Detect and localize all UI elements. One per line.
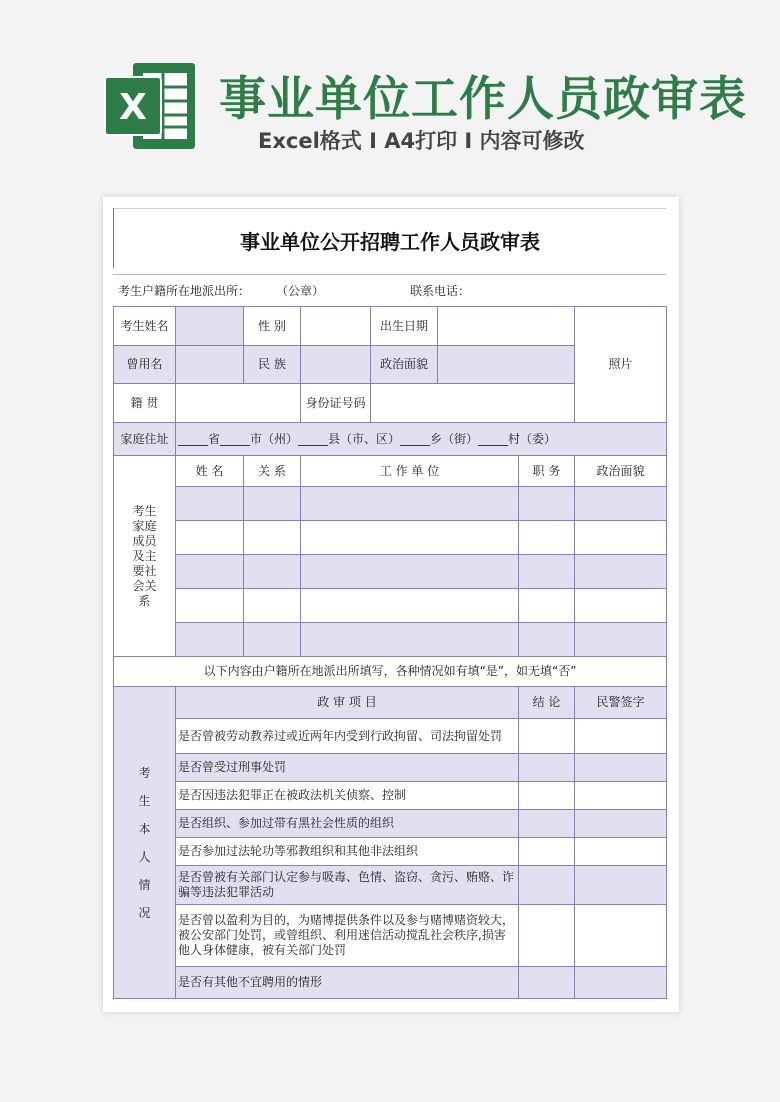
family-header-employer: 工 作 单 位	[301, 456, 519, 487]
table-row	[114, 719, 667, 754]
ethnicity-cell[interactable]	[301, 346, 371, 384]
family-cell[interactable]	[244, 487, 301, 521]
review-header-conclusion: 结 论	[519, 687, 575, 719]
table-row	[114, 967, 667, 999]
signature-cell[interactable]	[575, 754, 667, 782]
signature-cell[interactable]	[575, 866, 667, 905]
family-cell[interactable]	[519, 555, 575, 589]
police-station-label: 考生户籍所在地派出所：	[118, 284, 251, 298]
table-row	[114, 589, 667, 623]
family-cell[interactable]	[176, 555, 244, 589]
family-cell[interactable]	[301, 589, 519, 623]
former-name-label: 曾用名	[114, 346, 176, 384]
family-cell[interactable]	[244, 589, 301, 623]
family-header-political: 政治面貌	[575, 456, 667, 487]
gender-cell[interactable]	[301, 307, 371, 346]
review-item: 是否曾被有关部门认定参与吸毒、色情、盗窃、贪污、贿赂、诈骗等违法犯罪活动	[176, 866, 519, 905]
family-side-label: 考生 家庭 成员 及主 要社 会关 系	[114, 456, 176, 657]
basic-row-1	[114, 307, 667, 346]
review-item: 是否曾以盈利为目的，为赌博提供条件以及参与赌博赌资较大，被公安部门处罚，或曾组织、利用迷信活动搅乱社会秩序,损害他人身体健康，被有关部门处罚	[176, 905, 519, 967]
address-label: 家庭住址	[114, 423, 176, 456]
family-cell[interactable]	[575, 589, 667, 623]
former-name-cell[interactable]	[176, 346, 244, 384]
review-item: 是否参加过法轮功等邪教组织和其他非法组织	[176, 838, 519, 866]
banner	[0, 0, 780, 190]
table-row	[114, 623, 667, 657]
family-cell[interactable]	[244, 555, 301, 589]
birth-label: 出生日期	[371, 307, 438, 346]
banner-subtitle: Excel格式 I A4打印 I 内容可修改	[258, 129, 585, 153]
table-row	[114, 782, 667, 810]
conclusion-cell[interactable]	[519, 967, 575, 999]
signature-cell[interactable]	[575, 967, 667, 999]
conclusion-cell[interactable]	[519, 754, 575, 782]
review-item: 是否组织、参加过带有黑社会性质的组织	[176, 810, 519, 838]
review-item: 是否因违法犯罪正在被政法机关侦察、控制	[176, 782, 519, 810]
sheet-top-divider	[113, 208, 666, 209]
native-cell[interactable]	[176, 384, 301, 423]
family-header-position: 职 务	[519, 456, 575, 487]
conclusion-cell[interactable]	[519, 810, 575, 838]
review-side-label: 考 生 本 人 情 况	[114, 687, 176, 999]
native-label: 籍 贯	[114, 384, 176, 423]
family-cell[interactable]	[519, 589, 575, 623]
title-divider	[113, 274, 666, 275]
banner-title: 事业单位工作人员政审表	[219, 72, 747, 127]
family-cell[interactable]	[301, 623, 519, 657]
political-label: 政治面貌	[371, 346, 438, 384]
gender-label: 性 别	[244, 307, 301, 346]
table-row	[114, 838, 667, 866]
review-item: 是否有其他不宜聘用的情形	[176, 967, 519, 999]
signature-cell[interactable]	[575, 719, 667, 754]
signature-cell[interactable]	[575, 782, 667, 810]
name-cell[interactable]	[176, 307, 244, 346]
review-form-table	[113, 306, 667, 999]
family-cell[interactable]	[519, 623, 575, 657]
table-row	[114, 866, 667, 905]
conclusion-cell[interactable]	[519, 782, 575, 810]
family-cell[interactable]	[575, 623, 667, 657]
table-row	[114, 487, 667, 521]
family-cell[interactable]	[176, 623, 244, 657]
form-title: 事业单位公开招聘工作人员政审表	[240, 230, 540, 254]
phone-label: 联系电话：	[410, 284, 471, 298]
excel-icon-letter: X	[119, 87, 147, 128]
family-header-name: 姓 名	[176, 456, 244, 487]
family-cell[interactable]	[176, 521, 244, 555]
review-header-item: 政 审 项 目	[176, 687, 519, 719]
review-item: 是否曾受过刑事处罚	[176, 754, 519, 782]
political-cell[interactable]	[438, 346, 575, 384]
family-cell[interactable]	[519, 487, 575, 521]
signature-cell[interactable]	[575, 905, 667, 967]
table-row	[114, 555, 667, 589]
conclusion-cell[interactable]	[519, 866, 575, 905]
address-cell[interactable]: _____省_____市（州）_____县（市、区）_____乡（街）_____村（委）	[176, 423, 667, 456]
family-cell[interactable]	[519, 521, 575, 555]
seal-label: （公章）	[276, 284, 325, 298]
family-cell[interactable]	[301, 487, 519, 521]
family-cell[interactable]	[244, 521, 301, 555]
name-label: 考生姓名	[114, 307, 176, 346]
conclusion-cell[interactable]	[519, 838, 575, 866]
note-row	[114, 657, 667, 687]
table-row	[114, 810, 667, 838]
family-cell[interactable]	[575, 487, 667, 521]
table-row	[114, 905, 667, 967]
family-header-row	[114, 456, 667, 487]
id-number-cell[interactable]	[371, 384, 575, 423]
review-item: 是否曾被劳动教养过或近两年内受到行政拘留、司法拘留处罚	[176, 719, 519, 754]
review-header-row	[114, 687, 667, 719]
photo-cell[interactable]: 照片	[575, 307, 667, 423]
family-header-relation: 关 系	[244, 456, 301, 487]
family-cell[interactable]	[301, 521, 519, 555]
table-row	[114, 754, 667, 782]
review-header-signature: 民警签字	[575, 687, 667, 719]
signature-cell[interactable]	[575, 810, 667, 838]
note-text: 以下内容由户籍所在地派出所填写，各种情况如有填“是”，如无填“否”	[114, 657, 667, 687]
ethnicity-label: 民 族	[244, 346, 301, 384]
address-row	[114, 423, 667, 456]
family-cell[interactable]	[176, 487, 244, 521]
family-cell[interactable]	[575, 555, 667, 589]
signature-cell[interactable]	[575, 838, 667, 866]
family-cell[interactable]	[301, 555, 519, 589]
family-cell[interactable]	[575, 521, 667, 555]
birth-cell[interactable]	[438, 307, 575, 346]
table-row	[114, 521, 667, 555]
conclusion-cell[interactable]	[519, 719, 575, 754]
excel-icon	[103, 57, 199, 155]
conclusion-cell[interactable]	[519, 905, 575, 967]
family-cell[interactable]	[244, 623, 301, 657]
id-number-label: 身份证号码	[301, 384, 371, 423]
family-cell[interactable]	[176, 589, 244, 623]
